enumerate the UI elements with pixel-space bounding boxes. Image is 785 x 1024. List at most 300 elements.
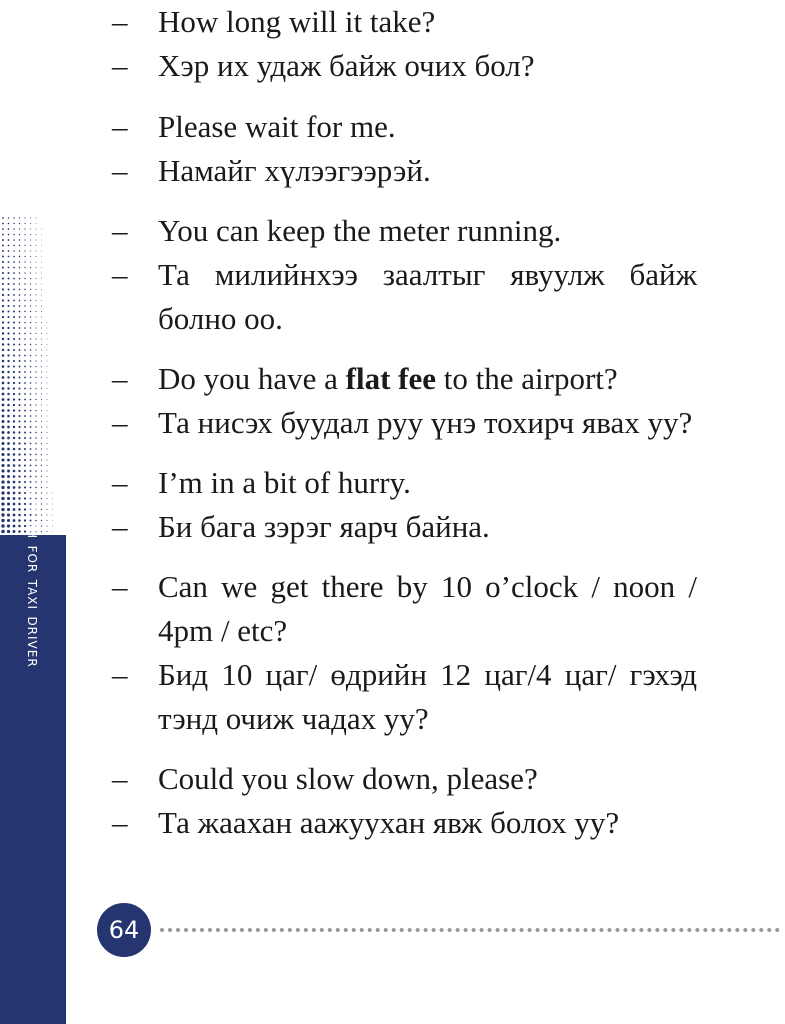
halftone-dot	[2, 305, 4, 307]
halftone-dot	[2, 316, 4, 318]
halftone-dot	[13, 492, 16, 495]
halftone-dot	[47, 328, 48, 329]
halftone-dot	[13, 261, 15, 263]
halftone-dot	[8, 228, 10, 230]
halftone-dot	[7, 453, 10, 456]
halftone-dot	[30, 228, 31, 229]
halftone-dot	[13, 278, 15, 280]
halftone-dot	[24, 239, 25, 240]
halftone-dot	[30, 294, 31, 295]
halftone-dot	[19, 344, 21, 346]
halftone-dot	[7, 519, 10, 522]
halftone-dot	[2, 343, 4, 345]
halftone-dot	[13, 365, 15, 367]
halftone-dot	[8, 217, 10, 219]
halftone-dot	[2, 310, 4, 312]
halftone-dot	[24, 289, 25, 290]
halftone-dot	[52, 509, 53, 510]
halftone-dot	[2, 371, 5, 374]
halftone-dot	[30, 421, 32, 423]
halftone-dot	[19, 360, 21, 362]
halftone-dot	[13, 228, 15, 230]
halftone-dot	[18, 431, 20, 433]
halftone-dot	[46, 514, 47, 515]
halftone-dot	[30, 245, 31, 246]
halftone-dot	[18, 442, 20, 444]
halftone-dot	[30, 305, 31, 306]
phrase-group	[112, 105, 697, 193]
halftone-dot	[41, 262, 42, 263]
halftone-dot	[35, 437, 36, 438]
halftone-dot	[30, 327, 31, 328]
halftone-dot	[13, 508, 16, 511]
halftone-dot	[41, 443, 42, 444]
halftone-dot	[19, 322, 21, 324]
dash-bullet: –	[112, 153, 128, 188]
halftone-dot	[36, 234, 37, 235]
halftone-dot	[13, 327, 15, 329]
halftone-dot	[47, 416, 48, 417]
halftone-dot	[41, 278, 42, 279]
dash-bullet: –	[112, 569, 128, 604]
halftone-dot	[2, 223, 4, 225]
halftone-dot	[35, 294, 36, 295]
english-text: How long will it take?	[158, 4, 436, 39]
halftone-dot	[7, 415, 10, 418]
halftone-dot	[1, 458, 4, 461]
halftone-dot	[8, 261, 10, 263]
halftone-dot	[13, 245, 15, 247]
halftone-dot	[24, 250, 25, 251]
halftone-dot	[2, 245, 4, 247]
halftone-dot	[2, 404, 5, 407]
halftone-dot	[13, 431, 15, 433]
halftone-dot	[47, 322, 48, 323]
halftone-dot	[7, 475, 10, 478]
halftone-dot	[35, 448, 36, 449]
halftone-dot	[24, 360, 26, 362]
halftone-dot	[41, 311, 42, 312]
halftone-dot	[30, 437, 32, 439]
halftone-dot	[13, 525, 16, 528]
english-phrase	[112, 0, 697, 44]
halftone-dot	[24, 300, 25, 301]
halftone-dot	[2, 299, 4, 301]
halftone-dot	[2, 256, 4, 258]
halftone-dot	[2, 420, 5, 423]
halftone-dot	[7, 371, 9, 373]
halftone-dot	[30, 377, 31, 378]
halftone-dot	[41, 459, 42, 460]
mongolian-phrase	[112, 653, 697, 741]
halftone-dot	[18, 519, 21, 522]
halftone-dot	[1, 502, 4, 505]
halftone-dot	[41, 350, 42, 351]
halftone-dot	[18, 492, 20, 494]
halftone-dot	[35, 311, 36, 312]
halftone-dot	[7, 470, 10, 473]
halftone-dot	[18, 426, 20, 428]
halftone-dot	[13, 343, 15, 345]
halftone-dot	[47, 460, 48, 461]
halftone-dot	[41, 317, 42, 318]
halftone-dot	[1, 469, 4, 472]
phrase-group	[112, 565, 697, 741]
halftone-dot	[2, 442, 5, 445]
halftone-dot	[24, 371, 26, 373]
halftone-dot	[18, 453, 20, 455]
halftone-dot	[24, 437, 26, 439]
halftone-dot	[30, 239, 31, 240]
dash-bullet: –	[112, 465, 128, 500]
dash-bullet: –	[112, 405, 128, 440]
halftone-dot	[30, 366, 31, 367]
halftone-dot	[18, 497, 20, 499]
halftone-dot	[47, 394, 48, 395]
halftone-dot	[2, 365, 5, 368]
halftone-dot	[7, 376, 9, 378]
halftone-dot	[13, 393, 15, 395]
halftone-dot	[1, 530, 4, 533]
halftone-dot	[7, 321, 9, 323]
dash-bullet: –	[112, 109, 128, 144]
halftone-dot	[18, 393, 20, 395]
halftone-dot	[13, 354, 15, 356]
halftone-dot	[35, 388, 36, 389]
halftone-dot	[35, 344, 36, 345]
halftone-dot	[52, 504, 53, 505]
halftone-dot	[47, 410, 48, 411]
halftone-dot	[13, 300, 15, 302]
halftone-dot	[18, 530, 21, 533]
halftone-dot	[18, 486, 20, 488]
halftone-dot	[18, 503, 20, 505]
halftone-dot	[19, 267, 21, 269]
halftone-dot	[24, 388, 26, 390]
halftone-dot	[30, 410, 32, 412]
halftone-dot	[41, 371, 42, 372]
page-number-badge	[97, 903, 151, 957]
english-text: You can keep the meter running.	[158, 213, 562, 248]
halftone-dot	[2, 272, 4, 274]
halftone-dot	[7, 305, 9, 307]
dash-bullet: –	[112, 213, 128, 248]
halftone-dot	[1, 491, 4, 494]
halftone-dot	[2, 294, 4, 296]
halftone-dot	[30, 355, 31, 356]
halftone-dot	[47, 350, 48, 351]
halftone-dot	[36, 245, 37, 246]
halftone-dot	[47, 355, 48, 356]
halftone-dot	[1, 508, 4, 511]
english-text: I’m in a bit of hurry.	[158, 465, 411, 500]
halftone-dot	[36, 218, 37, 219]
halftone-dot	[8, 267, 10, 269]
english-phrase	[112, 357, 697, 401]
halftone-dot	[30, 404, 32, 406]
halftone-dot	[52, 515, 53, 516]
halftone-dot	[19, 316, 21, 318]
halftone-dot	[35, 305, 36, 306]
halftone-dot	[35, 349, 36, 350]
english-text-bold: flat fee	[345, 361, 437, 396]
halftone-dot	[13, 349, 15, 351]
dash-bullet: –	[112, 509, 128, 544]
halftone-dot	[41, 399, 42, 400]
halftone-dot	[7, 524, 10, 527]
halftone-dot	[13, 382, 15, 384]
halftone-dot	[35, 426, 36, 427]
halftone-dot	[30, 267, 31, 268]
halftone-dot	[1, 475, 4, 478]
halftone-dot	[7, 437, 10, 440]
halftone-dot	[8, 223, 10, 225]
halftone-dot	[13, 398, 15, 400]
halftone-dot	[8, 250, 10, 252]
halftone-dot	[35, 360, 36, 361]
halftone-dot	[47, 383, 48, 384]
halftone-dot	[35, 459, 36, 460]
halftone-dot	[24, 333, 26, 335]
halftone-dot	[41, 355, 42, 356]
halftone-dot	[35, 415, 36, 416]
halftone-dot	[41, 240, 42, 241]
halftone-dot	[13, 322, 15, 324]
halftone-dot	[30, 344, 31, 345]
halftone-dot	[30, 272, 31, 273]
halftone-dot	[30, 218, 31, 219]
halftone-dot	[2, 415, 5, 418]
halftone-dot	[24, 267, 25, 268]
halftone-dot	[41, 448, 42, 449]
halftone-dot	[24, 454, 26, 456]
halftone-dot	[30, 443, 32, 445]
halftone-dot	[13, 360, 15, 362]
halftone-dot	[30, 278, 31, 279]
halftone-dot	[8, 289, 10, 291]
mongolian-phrase	[112, 253, 697, 341]
halftone-dot	[7, 513, 10, 516]
halftone-dot	[24, 316, 26, 318]
halftone-dot	[19, 234, 20, 235]
halftone-dot	[18, 409, 20, 411]
halftone-dot	[2, 321, 4, 323]
halftone-dot	[41, 273, 42, 274]
halftone-dot	[13, 283, 15, 285]
halftone-dot	[8, 283, 10, 285]
halftone-dot	[30, 316, 31, 317]
mongolian-text: Та жаахан аажуухан явж болох уу?	[158, 805, 620, 840]
halftone-dot	[13, 475, 16, 478]
halftone-dot	[13, 497, 16, 500]
halftone-dot	[7, 360, 9, 362]
halftone-dot	[46, 525, 47, 526]
halftone-dot	[13, 234, 15, 236]
halftone-dot	[30, 360, 31, 361]
halftone-dot	[30, 388, 32, 390]
halftone-dot	[18, 437, 20, 439]
halftone-dot	[8, 234, 10, 236]
mongolian-text: Та милийнхээ заалтыг явуулж байж болно оо.	[158, 257, 697, 336]
halftone-dot	[13, 217, 14, 218]
halftone-dot	[2, 332, 4, 334]
halftone-dot	[30, 333, 31, 334]
dash-bullet: –	[112, 805, 128, 840]
halftone-dot	[35, 454, 36, 455]
halftone-dot	[41, 388, 42, 389]
halftone-dot	[35, 443, 36, 444]
halftone-dot	[52, 493, 53, 494]
halftone-dot	[19, 228, 20, 229]
halftone-dot	[35, 470, 37, 472]
halftone-dot	[2, 327, 4, 329]
halftone-dot	[18, 525, 21, 528]
mongolian-phrase	[112, 801, 697, 845]
mongolian-text: Хэр их удаж байж очих бол?	[158, 48, 535, 83]
halftone-dot	[13, 437, 15, 439]
halftone-dot	[7, 497, 10, 500]
halftone-dot	[8, 239, 10, 241]
halftone-dot	[30, 349, 31, 350]
halftone-dot	[2, 277, 4, 279]
halftone-dot	[7, 508, 10, 511]
halftone-dot	[41, 465, 42, 466]
halftone-dot	[1, 447, 4, 450]
halftone-dot	[35, 316, 36, 317]
halftone-dot	[47, 333, 48, 334]
halftone-dot	[18, 475, 20, 477]
halftone-dot	[19, 261, 20, 262]
halftone-dot	[35, 338, 36, 339]
halftone-dot	[2, 426, 5, 429]
halftone-dot	[13, 415, 15, 417]
halftone-dot	[13, 223, 14, 224]
english-phrase	[112, 209, 697, 253]
halftone-dot	[47, 443, 48, 444]
halftone-dot	[47, 344, 48, 345]
english-text-lead: Do you have a	[158, 361, 346, 396]
halftone-dot	[47, 399, 48, 400]
halftone-dot	[47, 366, 48, 367]
halftone-dot	[19, 272, 21, 274]
halftone-dot	[7, 365, 9, 367]
halftone-dot	[24, 228, 25, 229]
halftone-dot	[35, 399, 36, 400]
halftone-dot	[47, 482, 48, 483]
halftone-dot	[30, 371, 31, 372]
halftone-dot	[18, 514, 21, 517]
halftone-dot	[41, 393, 42, 394]
halftone-dot	[13, 530, 16, 533]
halftone-dot	[30, 289, 31, 290]
halftone-dot	[24, 464, 26, 466]
halftone-dot	[30, 465, 32, 467]
mongolian-text: Би бага зэрэг яарч байна.	[158, 509, 490, 544]
halftone-dot	[8, 272, 10, 274]
mongolian-phrase	[112, 44, 697, 88]
halftone-dot	[35, 382, 36, 383]
halftone-dot	[35, 404, 36, 405]
halftone-dot	[7, 349, 9, 351]
halftone-dot	[13, 519, 16, 522]
english-text: Can we get there by 10 o’clock / noon / 4pm / etc?	[158, 569, 697, 648]
halftone-dot	[41, 415, 42, 416]
halftone-dot	[41, 366, 42, 367]
halftone-dot	[13, 459, 16, 462]
halftone-dot	[36, 223, 37, 224]
halftone-dot	[24, 223, 25, 224]
halftone-dot	[2, 437, 5, 440]
halftone-dot	[41, 245, 42, 246]
halftone-dot	[2, 360, 5, 363]
halftone-dot	[8, 294, 10, 296]
halftone-dot	[24, 448, 26, 450]
halftone-dot	[24, 294, 25, 295]
halftone-dot	[52, 498, 53, 499]
halftone-dot	[7, 354, 9, 356]
halftone-dot	[7, 338, 9, 340]
halftone-dot	[7, 448, 10, 451]
halftone-dot	[13, 267, 15, 269]
halftone-dot	[41, 328, 42, 329]
halftone-dot	[13, 442, 15, 444]
halftone-dot	[19, 388, 21, 390]
halftone-dot	[13, 289, 15, 291]
halftone-dot	[47, 421, 48, 422]
halftone-dot	[2, 409, 5, 412]
halftone-dot	[13, 453, 16, 456]
halftone-dot	[41, 404, 42, 405]
halftone-dot	[7, 426, 10, 429]
halftone-dot	[41, 267, 42, 268]
halftone-dot	[19, 289, 21, 291]
halftone-dot	[36, 278, 37, 279]
phrase-group	[112, 209, 697, 341]
halftone-dot	[13, 376, 15, 378]
halftone-dot	[7, 382, 9, 384]
halftone-dot	[2, 376, 5, 379]
halftone-dot	[2, 250, 4, 252]
halftone-dot	[2, 261, 4, 263]
halftone-dot	[41, 234, 42, 235]
halftone-dot	[52, 520, 53, 521]
halftone-dot	[13, 420, 15, 422]
halftone-dot	[13, 239, 15, 241]
mongolian-phrase	[112, 505, 697, 549]
halftone-dot	[35, 355, 36, 356]
halftone-dot	[7, 299, 9, 301]
halftone-dot	[41, 229, 42, 230]
halftone-dot	[41, 421, 42, 422]
english-phrase	[112, 461, 697, 505]
halftone-dot	[7, 398, 10, 401]
halftone-dot	[35, 300, 36, 301]
halftone-dot	[41, 377, 42, 378]
halftone-dot	[2, 431, 5, 434]
dotted-rule	[160, 928, 780, 932]
halftone-dot	[2, 234, 4, 236]
halftone-dot	[13, 316, 15, 318]
halftone-dot	[30, 459, 32, 461]
halftone-dot	[30, 311, 31, 312]
halftone-dot	[13, 256, 15, 258]
halftone-dot	[47, 427, 48, 428]
halftone-dot	[41, 295, 42, 296]
halftone-dot	[24, 272, 25, 273]
halftone-dot	[30, 338, 31, 339]
halftone-dot	[30, 300, 31, 301]
halftone-dot	[19, 294, 21, 296]
